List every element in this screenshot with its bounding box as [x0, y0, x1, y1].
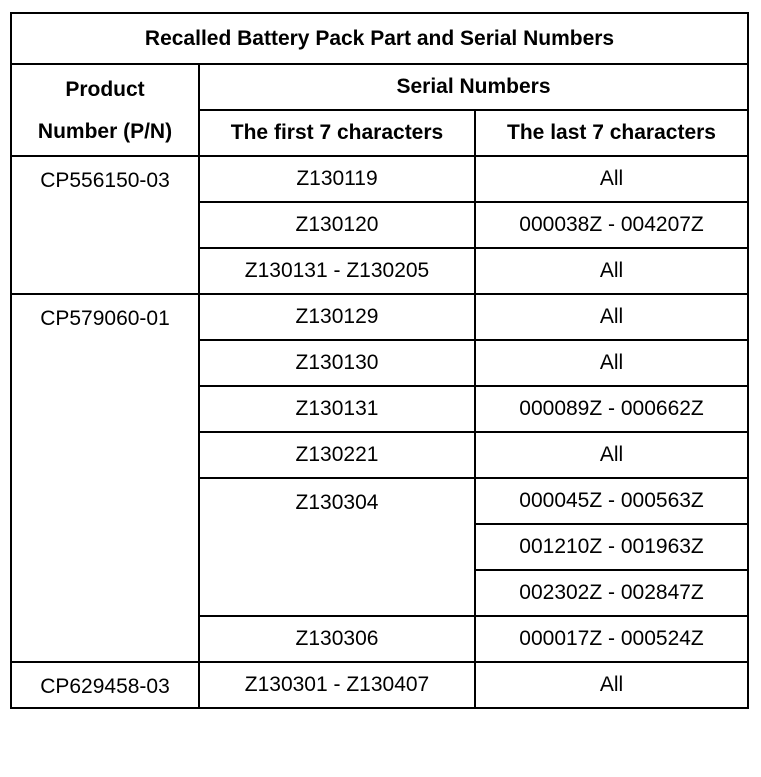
- table-row: [11, 156, 748, 202]
- product-header-line2: Number (P/N): [11, 110, 199, 156]
- last7-cell: 000089Z - 000662Z: [475, 386, 748, 432]
- first7-cell: Z130304: [199, 478, 475, 616]
- first7-cell: Z130131: [199, 386, 475, 432]
- first7-cell: Z130221: [199, 432, 475, 478]
- recall-table: [10, 12, 749, 709]
- table-row: [11, 294, 748, 340]
- last7-cell: 001210Z - 001963Z: [475, 524, 748, 570]
- first7-cell: Z130306: [199, 616, 475, 662]
- first7-cell: Z130301 - Z130407: [199, 662, 475, 708]
- first7-cell: Z130120: [199, 202, 475, 248]
- first7-cell: Z130119: [199, 156, 475, 202]
- product-number-cell: CP579060-01: [11, 294, 199, 662]
- last7-cell: All: [475, 156, 748, 202]
- last7-cell: All: [475, 662, 748, 708]
- first7-header: The first 7 characters: [199, 110, 475, 156]
- last7-cell: All: [475, 248, 748, 294]
- first7-cell: Z130129: [199, 294, 475, 340]
- header-row-1: [11, 64, 748, 110]
- last7-header: The last 7 characters: [475, 110, 748, 156]
- last7-cell: 000045Z - 000563Z: [475, 478, 748, 524]
- last7-cell: 000017Z - 000524Z: [475, 616, 748, 662]
- first7-cell: Z130131 - Z130205: [199, 248, 475, 294]
- last7-cell: All: [475, 294, 748, 340]
- last7-cell: All: [475, 340, 748, 386]
- header-row-2: [11, 110, 748, 156]
- first7-cell: Z130130: [199, 340, 475, 386]
- table-title: Recalled Battery Pack Part and Serial Numbers: [11, 13, 748, 64]
- last7-cell: All: [475, 432, 748, 478]
- table-row: [11, 662, 748, 708]
- last7-cell: 002302Z - 002847Z: [475, 570, 748, 616]
- title-row: [11, 13, 748, 64]
- last7-cell: 000038Z - 004207Z: [475, 202, 748, 248]
- product-number-cell: CP556150-03: [11, 156, 199, 294]
- product-number-cell: CP629458-03: [11, 662, 199, 708]
- serial-numbers-header: Serial Numbers: [199, 64, 748, 110]
- product-header-line1: Product: [11, 64, 199, 110]
